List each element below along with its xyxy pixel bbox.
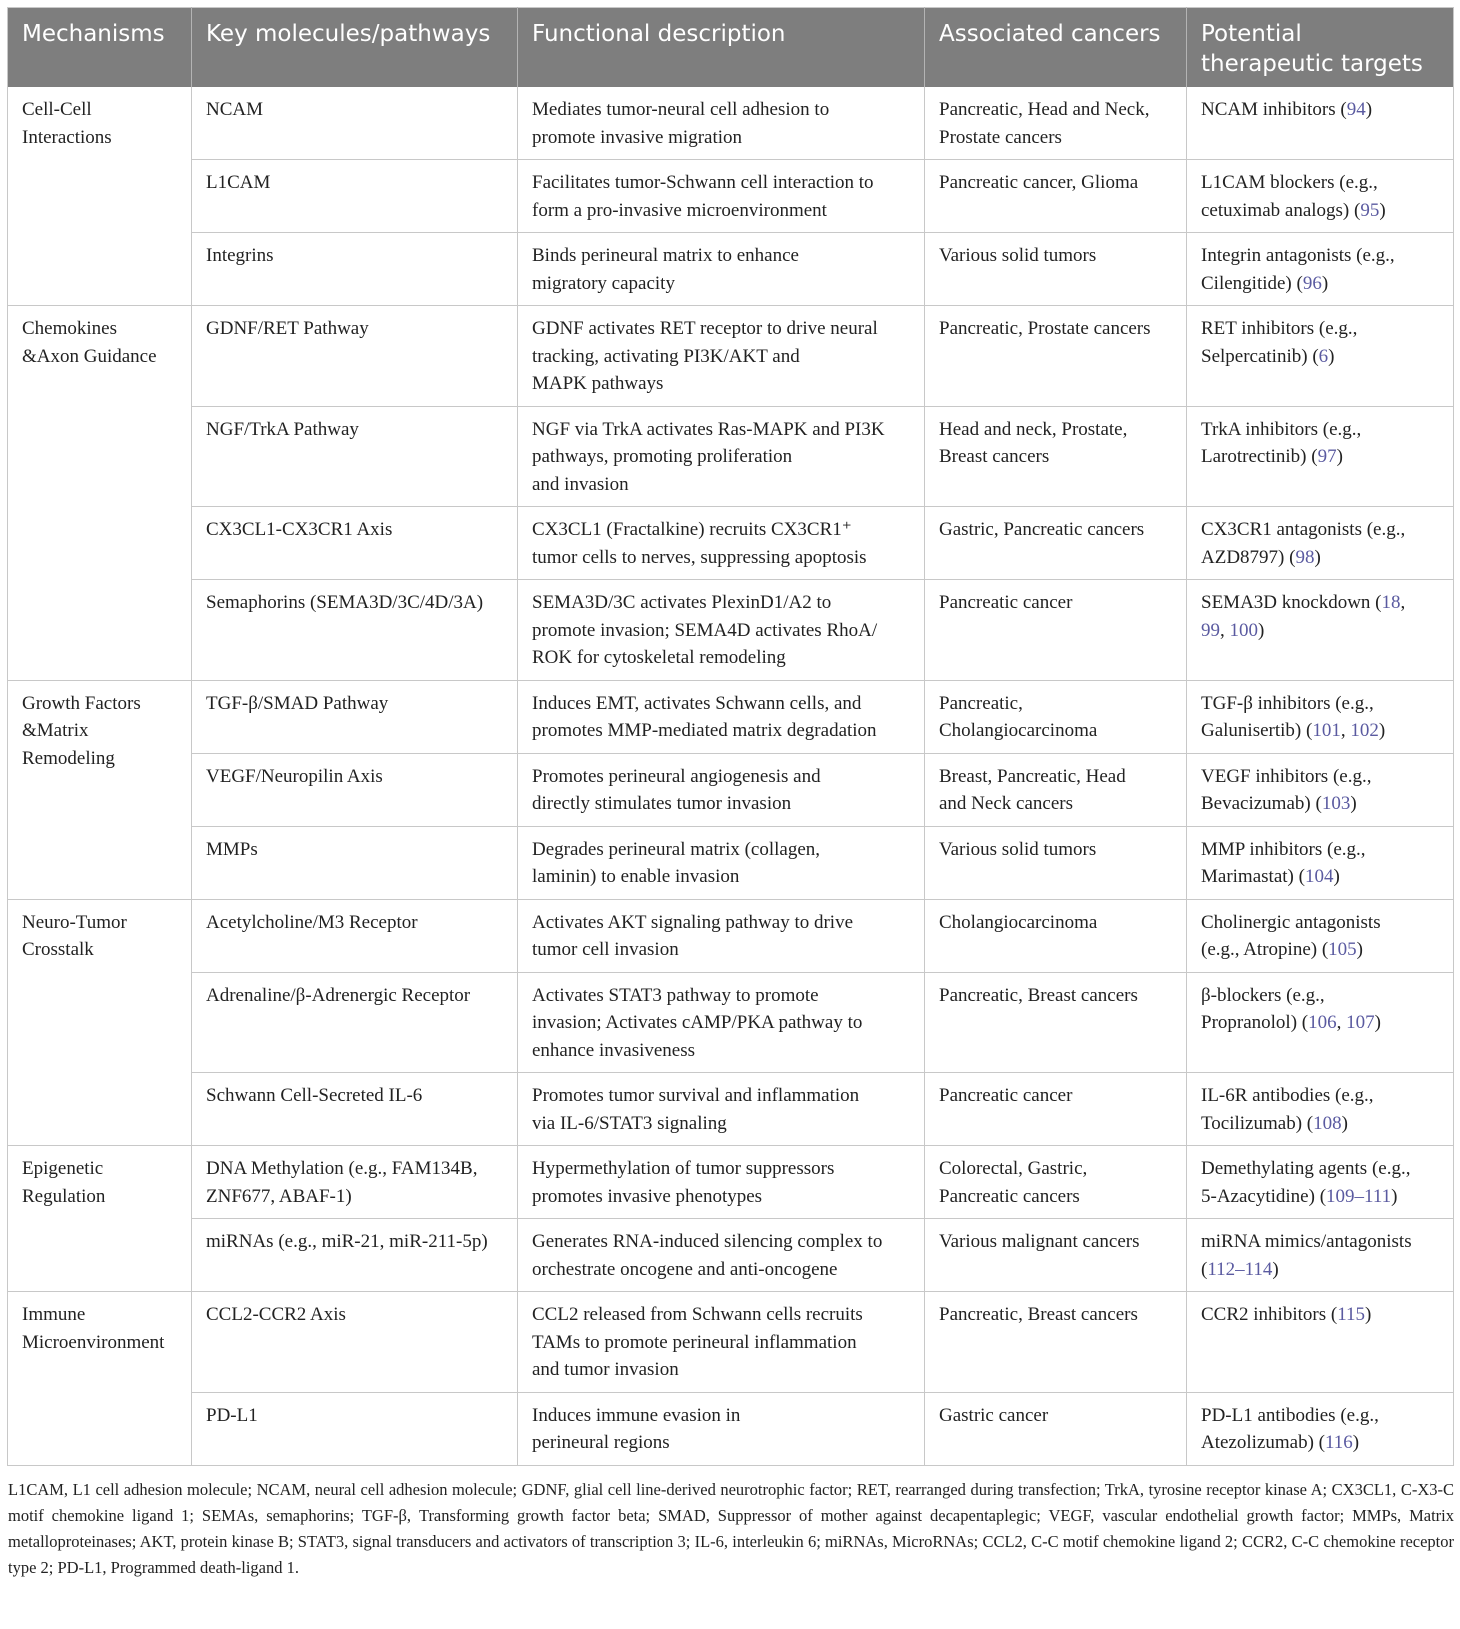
mechanism-cell — [8, 680, 192, 899]
targets-line — [1201, 416, 1439, 444]
cancers-line: Breast, Pancreatic, Head — [939, 765, 1126, 787]
targets-cell — [1187, 507, 1454, 580]
cancers-line: Pancreatic, Prostate cancers — [939, 318, 1151, 339]
description-cell — [518, 1073, 925, 1146]
description-line: Generates RNA-induced silencing complex to — [532, 1231, 883, 1252]
description-line: Activates STAT3 pathway to promote — [532, 984, 819, 1006]
targets-text: β-blockers (e.g., — [1201, 984, 1325, 1006]
mechanism-line: Neuro-Tumor — [22, 911, 127, 933]
targets-line — [1201, 790, 1439, 818]
targets-cell — [1187, 826, 1454, 899]
cancers-line: Various malignant cancers — [939, 1231, 1140, 1252]
targets-cell — [1187, 899, 1454, 972]
mechanism-line: Microenvironment — [22, 1331, 165, 1353]
cancers-cell — [925, 160, 1187, 233]
molecule-line: VEGF/Neuropilin Axis — [206, 765, 383, 787]
molecule-line: Schwann Cell-Secreted IL-6 — [206, 1085, 423, 1106]
targets-cell — [1187, 87, 1454, 160]
targets-text: L1CAM blockers (e.g., — [1201, 172, 1378, 193]
targets-text: Larotrectinib) ( — [1201, 446, 1318, 467]
targets-line — [1201, 1429, 1439, 1457]
cancers-cell — [925, 1146, 1187, 1219]
cancers-cell — [925, 1392, 1187, 1465]
mechanism-cell — [8, 87, 192, 306]
description-line: GDNF activates RET receptor to drive neural — [532, 318, 878, 339]
targets-line — [1201, 1301, 1439, 1329]
molecule-cell — [192, 1392, 518, 1465]
targets-text: ) — [1336, 446, 1343, 467]
table-row — [8, 507, 1454, 580]
reference-link[interactable]: 101 — [1312, 720, 1341, 741]
mechanisms-table — [7, 7, 1454, 1466]
cancers-line: Head and neck, Prostate, — [939, 418, 1128, 440]
description-line: Activates AKT signaling pathway to drive — [532, 911, 854, 933]
table-row — [8, 1292, 1454, 1393]
targets-text: ) — [1365, 99, 1373, 120]
reference-link[interactable]: 18 — [1381, 592, 1401, 613]
table-row — [8, 972, 1454, 1073]
molecule-cell — [192, 306, 518, 407]
reference-link[interactable]: 96 — [1302, 272, 1322, 294]
description-line: orchestrate oncogene and anti-oncogene — [532, 1258, 838, 1280]
description-line: via IL-6/STAT3 signaling — [532, 1112, 727, 1134]
targets-text: ) — [1364, 1304, 1372, 1325]
table-row — [8, 233, 1454, 306]
table-row — [8, 160, 1454, 233]
targets-text: SEMA3D knockdown ( — [1201, 592, 1382, 613]
description-line: laminin) to enable invasion — [532, 866, 740, 887]
mechanism-cell — [8, 1146, 192, 1292]
table-row — [8, 826, 1454, 899]
description-line: and tumor invasion — [532, 1359, 679, 1380]
targets-line — [1201, 443, 1439, 471]
targets-text: ) — [1352, 1432, 1360, 1453]
molecule-cell — [192, 826, 518, 899]
header-functional-description: Functional description — [518, 8, 925, 88]
targets-line — [1201, 589, 1439, 617]
description-cell — [518, 753, 925, 826]
header-therapeutic-targets: Potential therapeutic targets — [1187, 8, 1454, 88]
reference-link[interactable]: 115 — [1337, 1304, 1365, 1325]
description-line: Induces EMT, activates Schwann cells, and — [532, 692, 862, 714]
description-cell — [518, 972, 925, 1073]
targets-text: CCR2 inhibitors ( — [1201, 1304, 1338, 1325]
cancers-line: Pancreatic cancer — [939, 592, 1073, 613]
targets-cell — [1187, 233, 1454, 306]
reference-link[interactable]: 94 — [1346, 99, 1366, 120]
mechanism-line: Interactions — [22, 126, 112, 148]
cancers-cell — [925, 753, 1187, 826]
cancers-cell — [925, 680, 1187, 753]
description-line: Promotes tumor survival and inflammation — [532, 1085, 860, 1106]
description-line: CX3CL1 (Fractalkine) recruits CX3CR1⁺ — [532, 519, 852, 540]
table-row — [8, 306, 1454, 407]
molecule-line: NCAM — [206, 99, 264, 120]
mechanism-cell — [8, 1292, 192, 1466]
mechanism-line: Immune — [22, 1304, 86, 1325]
table-row — [8, 680, 1454, 753]
targets-text: ) — [1341, 1112, 1348, 1134]
cancers-cell — [925, 306, 1187, 407]
targets-text: ) — [1321, 272, 1329, 294]
molecule-cell — [192, 507, 518, 580]
table-container — [7, 7, 1453, 1581]
targets-cell — [1187, 972, 1454, 1073]
description-cell — [518, 1392, 925, 1465]
molecule-cell — [192, 753, 518, 826]
targets-text: PD-L1 antibodies (e.g., — [1201, 1404, 1379, 1426]
molecule-cell — [192, 680, 518, 753]
reference-link[interactable]: 104 — [1304, 866, 1334, 887]
mechanism-line: Epigenetic — [22, 1158, 104, 1179]
molecule-line: CX3CL1-CX3CR1 Axis — [206, 519, 393, 540]
targets-text: ) — [1379, 199, 1386, 221]
targets-line — [1201, 96, 1439, 124]
targets-text: ) — [1314, 546, 1321, 568]
description-cell — [518, 1146, 925, 1219]
targets-line — [1201, 836, 1439, 864]
targets-cell — [1187, 1219, 1454, 1292]
cancers-line: Pancreatic cancers — [939, 1185, 1080, 1207]
targets-line — [1201, 617, 1439, 645]
targets-text: AZD8797) ( — [1201, 546, 1296, 568]
description-line: tumor cell invasion — [532, 939, 679, 960]
targets-cell — [1187, 1292, 1454, 1393]
table-body — [8, 87, 1454, 1465]
molecule-line: Adrenaline/β-Adrenergic Receptor — [206, 984, 471, 1006]
targets-line — [1201, 169, 1439, 197]
targets-text: , — [1400, 592, 1406, 613]
mechanism-line: &Matrix — [22, 720, 89, 741]
description-line: and invasion — [532, 473, 629, 495]
targets-text: (e.g., Atropine) ( — [1201, 939, 1329, 960]
mechanism-line: Cell-Cell — [22, 99, 92, 120]
molecule-line: MMPs — [206, 838, 258, 860]
targets-text: ) — [1350, 793, 1357, 814]
molecule-line: PD-L1 — [206, 1404, 258, 1426]
targets-text: cetuximab analogs) ( — [1201, 199, 1361, 221]
targets-text: Propranolol) ( — [1201, 1012, 1309, 1033]
reference-link[interactable]: 112–114 — [1207, 1258, 1273, 1280]
molecule-line: ZNF677, ABAF-1) — [206, 1185, 352, 1207]
mechanism-cell — [8, 899, 192, 1146]
molecule-cell — [192, 580, 518, 681]
table-footnote: L1CAM, L1 cell adhesion molecule; NCAM, neural cell adhesion molecule; GDNF, glial cell line-derived neurotrophic factor; RET, rearranged during transfection; TrkA, tyrosine receptor kinase A; CX3CL1, C-X3-C motif chemokine ligand 1; SEMAs, semaphorins; TGF-β, Transforming growth factor beta; SMAD, Suppressor of mother against decapentaplegic; VEGF, vascular endothelial growth factor; MMPs, Matrix metalloproteinases; AKT, protein kinase B; STAT3, signal transducers and activators of transcription 3; IL-6, interleukin 6; miRNAs, MicroRNAs; CCL2, C-C motif chemokine ligand 2; CCR2, C-C chemokine receptor type 2; PD-L1, Programmed death-ligand 1. — [8, 1479, 1454, 1577]
cancers-line: Cholangiocarcinoma — [939, 911, 1098, 933]
targets-line — [1201, 270, 1439, 298]
description-cell — [518, 1219, 925, 1292]
description-line: Binds perineural matrix to enhance — [532, 245, 799, 266]
molecule-cell — [192, 87, 518, 160]
targets-cell — [1187, 1073, 1454, 1146]
targets-line — [1201, 1155, 1439, 1183]
targets-text: 5-Azacytidine) ( — [1201, 1185, 1327, 1207]
description-line: NGF via TrkA activates Ras-MAPK and PI3K — [532, 418, 885, 440]
targets-text: Integrin antagonists (e.g., — [1201, 245, 1395, 266]
description-line: CCL2 released from Schwann cells recruits — [532, 1304, 863, 1325]
table-row — [8, 87, 1454, 160]
cancers-line: Pancreatic, Head and Neck, — [939, 99, 1150, 120]
targets-line — [1201, 1009, 1439, 1037]
description-line: SEMA3D/3C activates PlexinD1/A2 to — [532, 592, 832, 613]
targets-text: ) — [1378, 720, 1386, 741]
targets-text: Tocilizumab) ( — [1201, 1112, 1314, 1134]
reference-link[interactable]: 116 — [1324, 1432, 1353, 1453]
description-cell — [518, 826, 925, 899]
targets-line — [1201, 717, 1439, 745]
description-line: tumor cells to nerves, suppressing apoptosis — [532, 546, 867, 568]
table-row — [8, 1073, 1454, 1146]
targets-text: ) — [1333, 866, 1340, 887]
targets-text: MMP inhibitors (e.g., — [1201, 838, 1366, 860]
targets-cell — [1187, 306, 1454, 407]
targets-text: Marimastat) ( — [1201, 866, 1305, 887]
reference-link[interactable]: 95 — [1360, 199, 1380, 221]
description-cell — [518, 507, 925, 580]
targets-line — [1201, 544, 1439, 572]
targets-line — [1201, 982, 1439, 1010]
cancers-line: Colorectal, Gastric, — [939, 1158, 1088, 1179]
cancers-cell — [925, 580, 1187, 681]
description-line: invasion; Activates cAMP/PKA pathway to — [532, 1012, 863, 1033]
targets-text: RET inhibitors (e.g., — [1201, 318, 1358, 339]
targets-text: TGF-β inhibitors (e.g., — [1201, 692, 1374, 714]
targets-text: ) — [1328, 345, 1335, 367]
targets-cell — [1187, 160, 1454, 233]
description-cell — [518, 680, 925, 753]
description-line: promote invasion; SEMA4D activates RhoA/ — [532, 619, 878, 641]
targets-line — [1201, 242, 1439, 270]
cancers-line: Pancreatic, Breast cancers — [939, 984, 1138, 1006]
cancers-line: and Neck cancers — [939, 793, 1073, 814]
targets-line — [1201, 1183, 1439, 1211]
molecule-line: Integrins — [206, 245, 274, 266]
cancers-line: Various solid tumors — [939, 245, 1097, 266]
molecule-line: DNA Methylation (e.g., FAM134B, — [206, 1158, 478, 1179]
targets-line — [1201, 343, 1439, 371]
table-row — [8, 753, 1454, 826]
header-associated-cancers: Associated cancers — [925, 8, 1187, 88]
reference-link[interactable]: 106 — [1308, 1012, 1337, 1033]
molecule-line: Acetylcholine/M3 Receptor — [206, 911, 418, 933]
cancers-cell — [925, 899, 1187, 972]
mechanism-line: Crosstalk — [22, 939, 94, 960]
cancers-line: Prostate cancers — [939, 126, 1062, 148]
description-cell — [518, 1292, 925, 1393]
molecule-line: L1CAM — [206, 172, 271, 193]
reference-link[interactable]: 107 — [1346, 1012, 1375, 1033]
reference-link[interactable]: 108 — [1313, 1112, 1342, 1134]
mechanism-line: Chemokines — [22, 318, 117, 339]
targets-line — [1201, 863, 1439, 891]
description-line: enhance invasiveness — [532, 1039, 696, 1061]
description-cell — [518, 160, 925, 233]
mechanism-line: Regulation — [22, 1185, 106, 1207]
cancers-cell — [925, 1073, 1187, 1146]
header-mechanisms: Mechanisms — [8, 8, 192, 88]
description-line: MAPK pathways — [532, 373, 664, 394]
description-cell — [518, 87, 925, 160]
reference-link[interactable]: 97 — [1317, 446, 1337, 467]
targets-text: Galunisertib) ( — [1201, 720, 1313, 741]
description-line: pathways, promoting proliferation — [532, 446, 793, 467]
cancers-cell — [925, 233, 1187, 306]
cancers-line: Gastric, Pancreatic cancers — [939, 519, 1145, 540]
reference-link[interactable]: 105 — [1328, 939, 1357, 960]
cancers-line: Cholangiocarcinoma — [939, 720, 1098, 741]
targets-text: NCAM inhibitors ( — [1201, 99, 1347, 120]
cancers-cell — [925, 1219, 1187, 1292]
description-line: tracking, activating PI3K/AKT and — [532, 345, 800, 367]
cancers-line: Pancreatic cancer — [939, 1085, 1073, 1106]
targets-cell — [1187, 1146, 1454, 1219]
table-row — [8, 899, 1454, 972]
reference-link[interactable]: 100 — [1229, 619, 1258, 641]
description-line: Degrades perineural matrix (collagen, — [532, 838, 821, 860]
targets-text: ) — [1391, 1185, 1398, 1207]
description-line: Induces immune evasion in — [532, 1404, 741, 1426]
molecule-cell — [192, 160, 518, 233]
targets-text: Atezolizumab) ( — [1201, 1432, 1325, 1453]
molecule-line: NGF/TrkA Pathway — [206, 418, 359, 440]
targets-line — [1201, 763, 1439, 791]
molecule-cell — [192, 1073, 518, 1146]
targets-text: ( — [1201, 1258, 1208, 1280]
description-line: ROK for cytoskeletal remodeling — [532, 647, 786, 668]
header-key-molecules: Key molecules/pathways — [192, 8, 518, 88]
cancers-cell — [925, 826, 1187, 899]
description-line: promote invasive migration — [532, 126, 743, 148]
targets-text: VEGF inhibitors (e.g., — [1201, 765, 1372, 787]
targets-text: Cilengitide) ( — [1201, 272, 1303, 294]
description-line: Hypermethylation of tumor suppressors — [532, 1158, 835, 1179]
targets-line — [1201, 936, 1439, 964]
molecule-line: CCL2-CCR2 Axis — [206, 1304, 346, 1325]
molecule-cell — [192, 1292, 518, 1393]
targets-line — [1201, 1228, 1439, 1256]
targets-text: TrkA inhibitors (e.g., — [1201, 418, 1362, 440]
cancers-cell — [925, 972, 1187, 1073]
molecule-cell — [192, 899, 518, 972]
mechanism-cell — [8, 306, 192, 681]
targets-text: ) — [1356, 939, 1363, 960]
cancers-cell — [925, 406, 1187, 507]
description-line: Mediates tumor-neural cell adhesion to — [532, 99, 830, 120]
table-row — [8, 580, 1454, 681]
cancers-line: Various solid tumors — [939, 838, 1097, 860]
cancers-cell — [925, 507, 1187, 580]
reference-link[interactable]: 98 — [1295, 546, 1315, 568]
description-line: migratory capacity — [532, 272, 675, 294]
targets-text: ) — [1374, 1012, 1381, 1033]
molecule-cell — [192, 1146, 518, 1219]
molecule-line: miRNAs (e.g., miR-21, miR-211-5p) — [206, 1231, 488, 1252]
reference-link[interactable]: 6 — [1318, 345, 1329, 367]
table-row — [8, 1146, 1454, 1219]
description-line: directly stimulates tumor invasion — [532, 793, 792, 814]
targets-text: Selpercatinib) ( — [1201, 345, 1319, 367]
description-line: Facilitates tumor-Schwann cell interaction to — [532, 172, 874, 193]
reference-link[interactable]: 102 — [1350, 720, 1379, 741]
molecule-cell — [192, 233, 518, 306]
targets-text: CX3CR1 antagonists (e.g., — [1201, 519, 1406, 540]
cancers-cell — [925, 87, 1187, 160]
molecule-cell — [192, 406, 518, 507]
targets-line — [1201, 315, 1439, 343]
table-header — [8, 8, 1454, 88]
description-line: promotes MMP-mediated matrix degradation — [532, 720, 877, 741]
targets-text: ) — [1258, 619, 1265, 641]
targets-cell — [1187, 1392, 1454, 1465]
targets-cell — [1187, 753, 1454, 826]
targets-line — [1201, 1402, 1439, 1430]
cancers-line: Pancreatic, — [939, 692, 1023, 714]
molecule-cell — [192, 972, 518, 1073]
targets-cell — [1187, 580, 1454, 681]
description-cell — [518, 233, 925, 306]
table-row — [8, 1392, 1454, 1465]
targets-text: IL-6R antibodies (e.g., — [1201, 1085, 1374, 1106]
targets-line — [1201, 1110, 1439, 1138]
molecule-line: GDNF/RET Pathway — [206, 318, 369, 339]
targets-text: Cholinergic antagonists — [1201, 911, 1381, 933]
description-line: Promotes perineural angiogenesis and — [532, 765, 821, 787]
molecule-cell — [192, 1219, 518, 1292]
table-row — [8, 1219, 1454, 1292]
mechanism-line: Growth Factors — [22, 692, 141, 714]
cancers-line: Breast cancers — [939, 446, 1050, 467]
targets-line — [1201, 1082, 1439, 1110]
targets-text: ) — [1272, 1258, 1279, 1280]
mechanism-line: &Axon Guidance — [22, 345, 157, 367]
targets-cell — [1187, 406, 1454, 507]
description-cell — [518, 406, 925, 507]
description-cell — [518, 580, 925, 681]
cancers-line: Pancreatic, Breast cancers — [939, 1304, 1138, 1325]
cancers-line: Gastric cancer — [939, 1404, 1049, 1426]
description-line: perineural regions — [532, 1432, 670, 1453]
mechanism-line: Remodeling — [22, 747, 115, 769]
targets-line — [1201, 690, 1439, 718]
description-line: promotes invasive phenotypes — [532, 1185, 763, 1207]
targets-text: , — [1336, 1012, 1347, 1033]
molecule-line: TGF-β/SMAD Pathway — [206, 692, 389, 714]
targets-text: , — [1220, 619, 1230, 641]
molecule-line: Semaphorins (SEMA3D/3C/4D/3A) — [206, 592, 484, 613]
description-cell — [518, 899, 925, 972]
table-row — [8, 406, 1454, 507]
targets-text: , — [1340, 720, 1351, 741]
cancers-cell — [925, 1292, 1187, 1393]
targets-line — [1201, 1256, 1439, 1284]
targets-text: Demethylating agents (e.g., — [1201, 1158, 1411, 1179]
reference-link[interactable]: 109–111 — [1326, 1185, 1392, 1207]
description-line: TAMs to promote perineural inflammation — [532, 1331, 857, 1353]
targets-text: Bevacizumab) ( — [1201, 793, 1322, 814]
targets-line — [1201, 909, 1439, 937]
targets-cell — [1187, 680, 1454, 753]
reference-link[interactable]: 103 — [1321, 793, 1351, 814]
description-line: form a pro-invasive microenvironment — [532, 199, 827, 221]
targets-line — [1201, 516, 1439, 544]
cancers-line: Pancreatic cancer, Glioma — [939, 172, 1139, 193]
header-row — [8, 8, 1454, 88]
targets-line — [1201, 197, 1439, 225]
description-cell — [518, 306, 925, 407]
targets-text: miRNA mimics/antagonists — [1201, 1231, 1412, 1252]
reference-link[interactable]: 99 — [1201, 619, 1220, 641]
